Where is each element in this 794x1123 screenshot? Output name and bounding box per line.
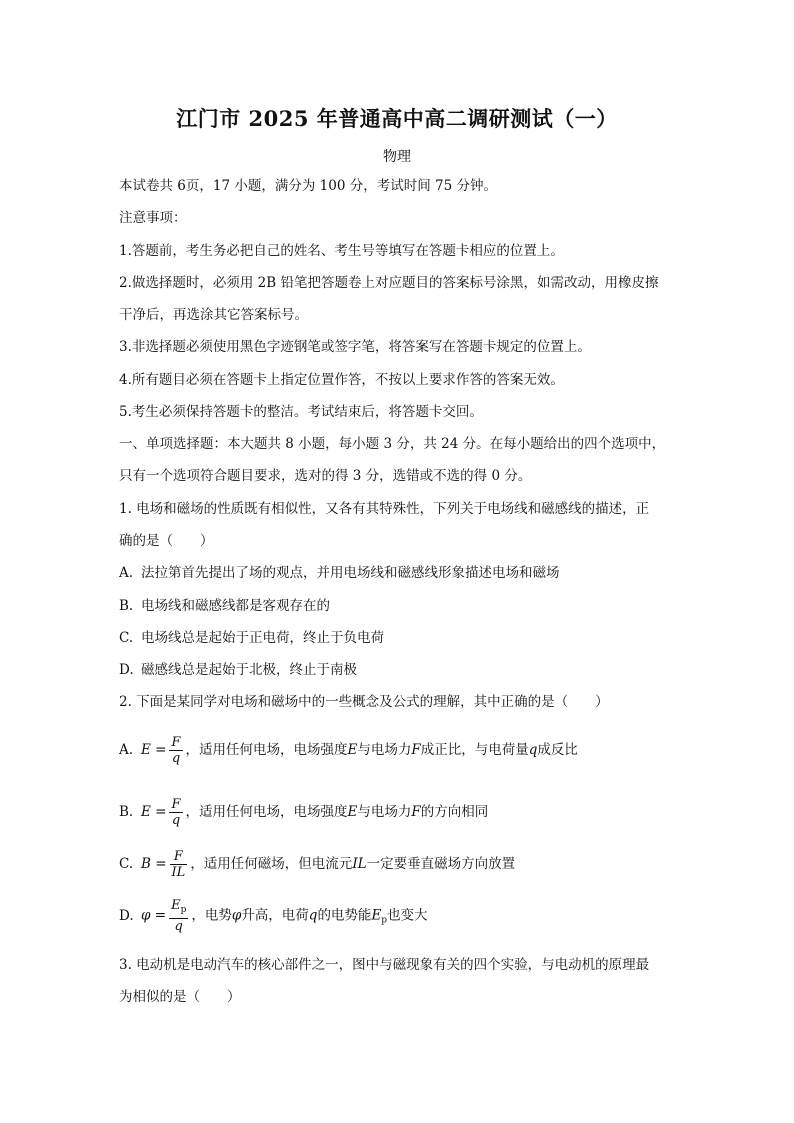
q2-option-c: [119, 847, 515, 881]
q2-option-a: [119, 733, 578, 767]
formula-lhs: E =: [141, 804, 167, 820]
q1-option-c: [119, 628, 384, 648]
option-label: C.: [119, 630, 134, 646]
option-text: ，适用任何磁场，但电流元: [190, 856, 353, 872]
note-line: 3.非选择题必须使用黑色字迹钢笔或签字笔，将答案写在答题卡规定的位置上。: [119, 339, 591, 355]
option-label: B.: [119, 598, 134, 614]
note-line: 1.答题前，考生务必把自己的姓名、考生号等填写在答题卡相应的位置上。: [119, 243, 564, 259]
symbol: IL: [352, 856, 367, 872]
option-text: ，适用任何电场，电场强度: [185, 742, 348, 758]
option-text: 电场线总是起始于正电荷，终止于负电荷: [141, 630, 384, 646]
option-text: 成反比: [537, 742, 578, 758]
numerator-symbol: E: [171, 898, 181, 913]
symbol: E: [371, 907, 382, 924]
symbol: F: [411, 804, 421, 820]
symbol: E: [347, 742, 358, 758]
formula-fraction: [169, 898, 188, 934]
option-text: 电场线和磁感线都是客观存在的: [141, 598, 330, 614]
note-line: 5.考生必须保持答题卡的整洁。考试结束后，将答题卡交回。: [119, 404, 483, 420]
question-1-stem: 1. 电场和磁场的性质既有相似性，又各有其特殊性，下列关于电场线和磁感线的描述，正: [119, 501, 650, 517]
fraction-denominator: q: [171, 813, 181, 828]
option-text: 升高，电荷: [241, 907, 309, 924]
note-line: 4.所有题目必须在答题卡上指定位置作答，不按以上要求作答的答案无效。: [119, 372, 564, 388]
option-text: 成正比，与电荷量: [420, 742, 529, 758]
subject-label: 物理: [383, 149, 411, 165]
fraction-numerator: F: [171, 735, 181, 750]
option-text: 也变大: [387, 907, 428, 924]
symbol: E: [347, 804, 358, 820]
option-text: ，电势: [191, 907, 232, 924]
option-text: 与电场力: [357, 742, 412, 758]
option-text: ，适用任何电场，电场强度: [185, 804, 348, 820]
section-heading-cont: 只有一个选项符合题目要求，选对的得 3 分，选错或不选的得 0 分。: [119, 468, 532, 484]
formula-fraction: [169, 797, 182, 828]
symbol-subscript: p: [381, 915, 388, 926]
notes-heading: 注意事项：: [119, 210, 187, 226]
q1-option-b: [119, 596, 330, 616]
symbol: φ: [231, 907, 242, 924]
symbol: F: [411, 742, 421, 758]
question-3-stem-cont: 为相似的是（ ）: [119, 989, 241, 1005]
symbol: q: [528, 742, 538, 758]
note-line: 2.做选择题时，必须用 2B 铅笔把答题卷上对应题目的答案标号涂黑，如需改动，用橡皮擦: [119, 275, 659, 291]
q1-option-d: [119, 660, 357, 680]
question-3-stem: 3. 电动机是电动汽车的核心部件之一，图中与磁现象有关的四个实验，与电动机的原理最: [119, 957, 650, 973]
symbol: q: [308, 907, 318, 924]
formula-fraction: [170, 849, 188, 880]
option-label: C.: [119, 856, 134, 872]
fraction-numerator: F: [170, 849, 188, 865]
option-text: 与电场力: [357, 804, 412, 820]
formula-fraction: [169, 735, 182, 766]
option-label: A.: [119, 565, 134, 581]
fraction-denominator: IL: [171, 865, 186, 880]
section-heading: 一、单项选择题：本大题共 8 小题，每小题 3 分，共 24 分。在每小题给出的四个选项中，: [119, 436, 666, 452]
numerator-subscript: p: [180, 905, 187, 915]
formula-lhs: B =: [141, 856, 167, 872]
formula-lhs: φ =: [141, 907, 167, 924]
option-label: D.: [119, 907, 134, 924]
fraction-denominator: q: [174, 919, 183, 934]
exam-title: 江门市 2025 年普通高中高二调研测试（一）: [176, 106, 618, 131]
q2-option-d: [119, 898, 428, 938]
note-line: 干净后，再选涂其它答案标号。: [119, 307, 308, 323]
question-1-stem-cont: 确的是（ ）: [119, 533, 214, 549]
option-label: D.: [119, 662, 134, 678]
option-label: A.: [119, 742, 134, 758]
option-text: 的方向相同: [420, 804, 489, 820]
fraction-numerator: [169, 898, 188, 919]
option-text: 法拉第首先提出了场的观点，并用电场线和磁感线形象描述电场和磁场: [141, 565, 560, 581]
intro-text: 本试卷共 6页，17 小题，满分为 100 分，考试时间 75 分钟。: [119, 178, 497, 194]
option-text: 磁感线总是起始于北极，终止于南极: [141, 662, 357, 678]
option-text: 一定要垂直磁场方向放置: [366, 856, 516, 872]
question-2-stem: 2. 下面是某同学对电场和磁场中的一些概念及公式的理解，其中正确的是（ ）: [119, 694, 609, 710]
fraction-numerator: F: [171, 797, 181, 812]
option-text: 的电势能: [317, 907, 372, 924]
option-label: B.: [119, 804, 134, 820]
fraction-denominator: q: [171, 751, 181, 766]
q2-option-b: [119, 795, 488, 829]
formula-lhs: E =: [141, 742, 167, 758]
q1-option-a: [119, 563, 560, 583]
